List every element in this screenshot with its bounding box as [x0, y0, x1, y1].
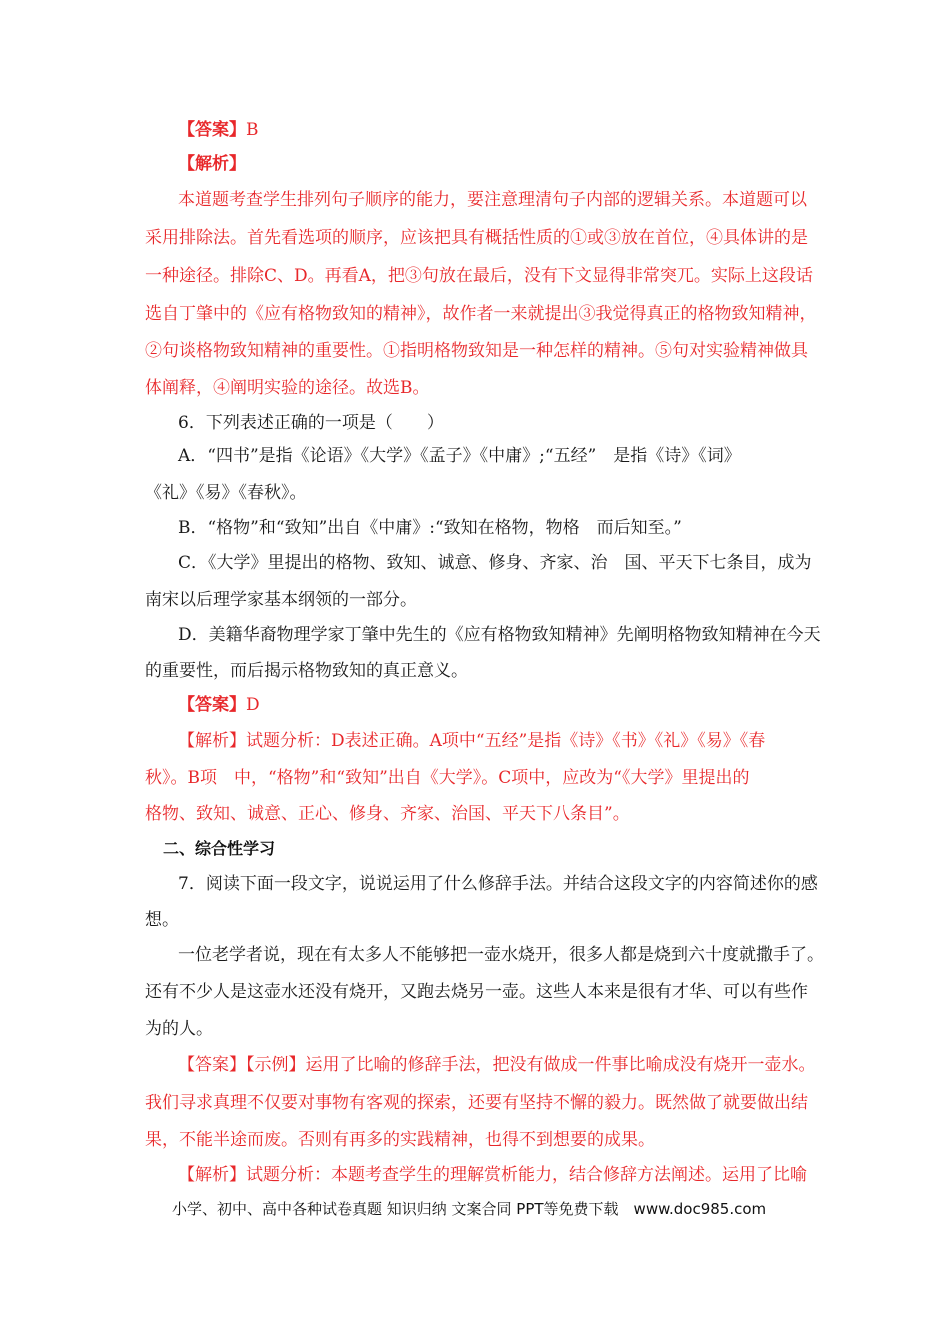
q7-stem-cont: 想。 — [145, 910, 179, 930]
q5-analysis-line: 本道题考查学生排列句子顺序的能力，要注意理清句子内部的逻辑关系。本道题可以 — [178, 190, 807, 210]
q7-passage-line: 一位老学者说，现在有太多人不能够把一壶水烧开，很多人都是烧到六十度就撒手了。 — [178, 945, 824, 965]
q7-passage-line: 还有不少人是这壶水还没有烧开，又跑去烧另一壶。这些人本来是很有才华、可以有些作 — [145, 982, 808, 1002]
q6-analysis-line: 秋》。B项 中，“格物”和“致知”出自《大学》。C项中，应改为“《大学》里提出的 — [145, 768, 750, 788]
answer-value: D — [246, 695, 260, 715]
q6-option-c: C．《大学》里提出的格物、致知、诚意、修身、齐家、治 国、平天下七条目，成为 — [178, 553, 812, 573]
q6-answer — [178, 693, 810, 717]
footer-banner: 小学、初中、高中各种试卷真题 知识归纳 文案合同 PPT等免费下载 www.doc985.com — [172, 1200, 767, 1218]
q7-analysis-line: 【解析】试题分析：本题考查学生的理解赏析能力，结合修辞方法阐述。运用了比喻 — [178, 1165, 807, 1185]
answer-label: 【答案】 — [178, 695, 246, 715]
q6-analysis-line: 格物、致知、诚意、正心、修身、齐家、治国、平天下八条目”。 — [145, 804, 630, 824]
q6-option-a-cont: 《礼》《易》《春秋》。 — [145, 483, 307, 503]
q6-option-c-cont: 南宋以后理学家基本纲领的一部分。 — [145, 590, 417, 610]
q5-answer — [178, 118, 810, 142]
q7-stem: 7．阅读下面一段文字，说说运用了什么修辞手法。并结合这段文字的内容简述你的感 — [178, 874, 818, 894]
q7-answer-line: 果，不能半途而废。否则有再多的实践精神，也得不到想要的成果。 — [145, 1130, 655, 1150]
q5-analysis-line: 体阐释，④阐明实验的途径。故选B。 — [145, 378, 430, 398]
q6-option-b: B．“格物”和“致知”出自《中庸》:“致知在格物，物格 而后知至。” — [178, 518, 682, 538]
q7-passage-line: 为的人。 — [145, 1019, 213, 1039]
q6-option-a: A．“四书”是指《论语》《大学》《孟子》《中庸》;“五经” 是指《诗》《词》 — [178, 446, 741, 466]
q7-answer-line: 我们寻求真理不仅要对事物有客观的探索，还要有坚持不懈的毅力。既然做了就要做出结 — [145, 1093, 808, 1113]
q6-option-d: D．美籍华裔物理学家丁肇中先生的《应有格物致知精神》先阐明格物致知精神在今天 — [178, 625, 821, 645]
answer-value: B — [246, 120, 259, 140]
answer-label: 【答案】 — [178, 120, 246, 140]
q6-analysis-line: 【解析】试题分析：D表述正确。A项中“五经”是指《诗》《书》《礼》《易》《春 — [178, 731, 766, 751]
q5-analysis-line: 采用排除法。首先看选项的顺序，应该把具有概括性质的①或③放在首位，④具体讲的是 — [145, 228, 808, 248]
q6-option-d-cont: 的重要性，而后揭示格物致知的真正意义。 — [145, 661, 468, 681]
q5-analysis-line: 选自丁肇中的《应有格物致知的精神》，故作者一来就提出③我觉得真正的格物致知精神， — [145, 304, 817, 324]
section-heading: 二、综合性学习 — [163, 839, 276, 858]
q5-analysis-line: 一种途径。排除C、D。再看A，把③句放在最后，没有下文显得非常突兀。实际上这段话 — [145, 266, 813, 286]
q5-analysis-line: ②句谈格物致知精神的重要性。①指明格物致知是一种怎样的精神。⑤句对实验精神做具 — [145, 341, 808, 361]
q5-analysis-label: 【解析】 — [178, 154, 246, 174]
q6-stem: 6．下列表述正确的一项是（ ） — [178, 413, 444, 433]
q7-answer-line: 【答案】【示例】运用了比喻的修辞手法，把没有做成一件事比喻成没有烧开一壶水。 — [178, 1055, 816, 1075]
